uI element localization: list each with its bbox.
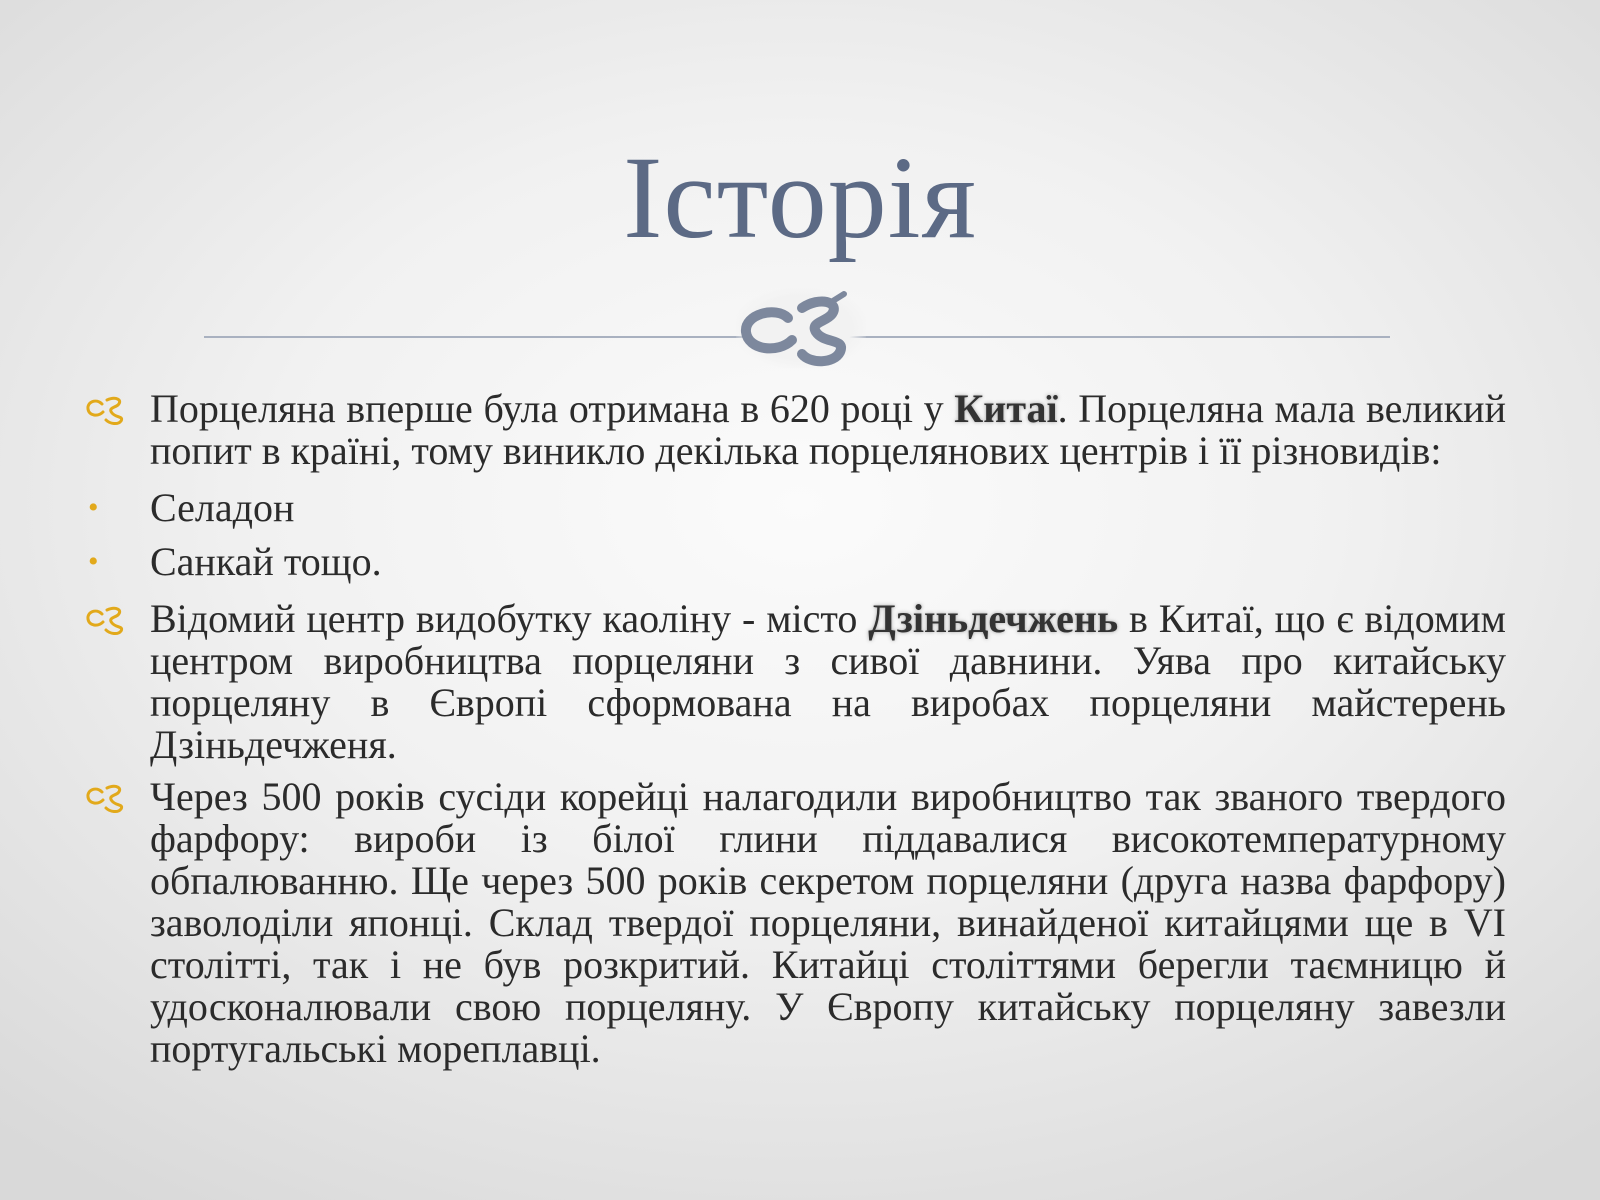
paragraph-2-text-a: Відомий центр видобутку каоліну - місто [150,596,869,641]
dot-bullet-icon: • [88,491,99,524]
list-item-label: Селадон [150,485,295,530]
fleuron-bullet-icon [86,602,126,636]
list-item-label: Санкай тощо. [150,539,382,584]
fleuron-bullet-icon [86,780,126,814]
paragraph-3-text: Через 500 років сусіди корейці налагодили виробництво так званого твердого фарфору: вироби із білої глини піддавалися високотемпературному обпалюванню. Ще через 500 років секретом порцеляни (друга назва фарфору) заволоділи японці. Склад твердої порцеляни, винайденої китайцями ще в VI столітті, так і не був розкритий. Китайці століттями берегли таємницю й удосконалювали свою порцеляну. У Європу китайську порцеляну завезли португальські мореплавці. [150,774,1506,1071]
fleuron-ornament-icon [736,288,866,368]
dot-bullet-icon: • [88,545,99,578]
paragraph-1-text-a: Порцеляна вперше була отримана в 620 році у [150,386,955,431]
link-dzindechzhen[interactable]: Дзіньдечжень [868,596,1119,641]
paragraph-1 [86,388,1506,472]
paragraph-1-text-b: . Порцеляна мала великий попит в країні, тому виникло декілька порцелянових центрів і її різновидів: [150,386,1506,473]
paragraph-2 [86,598,1506,766]
slide-content [86,388,1506,1080]
paragraph-2-text-b: в Китаї, що є відомим центром виробництва порцеляни з сивої давнини. Уява про китайську порцеляну в Європі сформована на виробах порцеляни майстерень Дзіньдечженя. [150,596,1506,767]
list-item [86,536,1506,588]
link-kytai[interactable]: Китаї [954,386,1058,431]
paragraph-3 [86,776,1506,1070]
list-item [86,482,1506,534]
slide-title: Історія [623,132,977,263]
fleuron-bullet-icon [86,392,126,426]
